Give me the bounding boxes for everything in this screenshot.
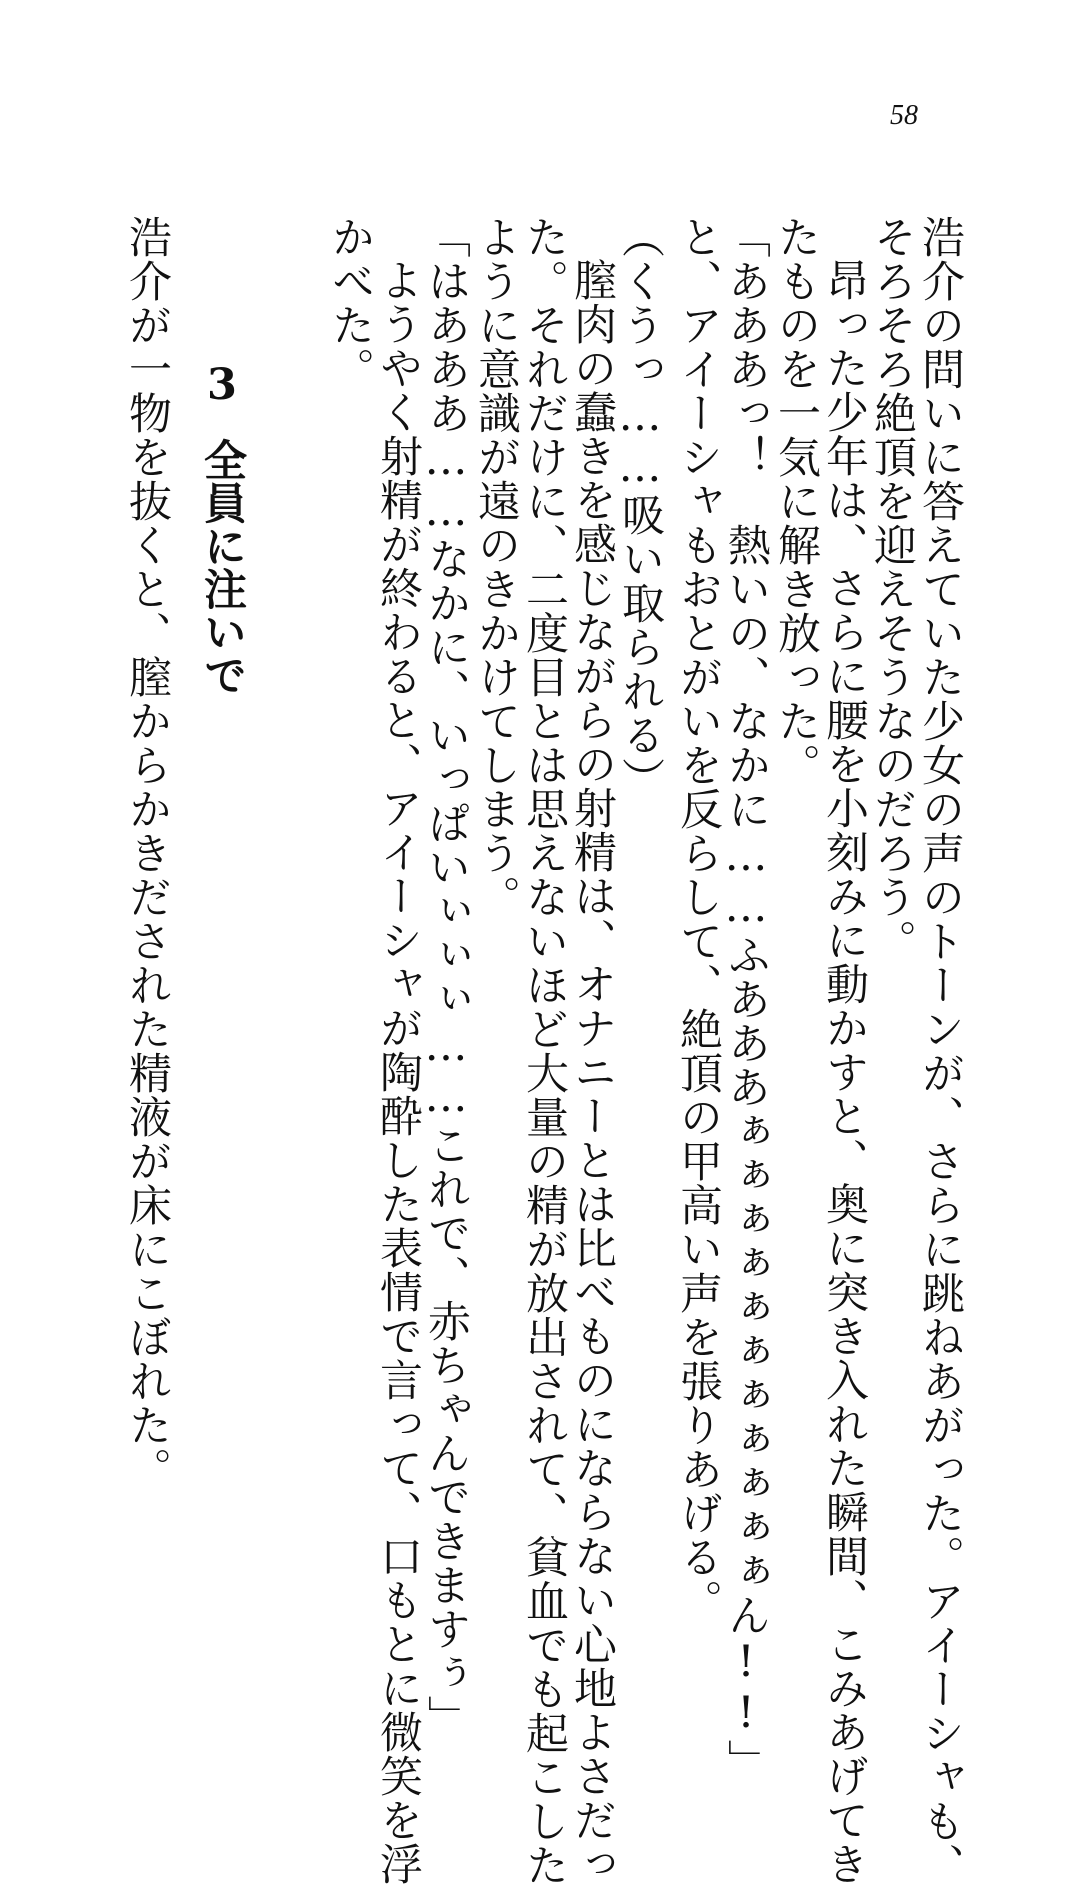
text-line: ように意識が遠のきかけてしまう。 [471,215,521,919]
section-title: 全員に注いで [197,438,247,696]
text-line: （くうっ……吸い取られる） [615,215,665,801]
section-heading [197,360,247,696]
text-line: 昂った少年は、さらに腰を小刻みに動かすと、奥に突き入れた瞬間、こみあげてき [819,258,869,1886]
text-line: ようやく射精が終わると、アイーシャが陶酔した表情で言って、口もとに微笑を浮 [373,258,423,1886]
page-number: 58 [890,100,918,131]
text-line: 浩介の問いに答えていた少女の声のトーンが、さらに跳ねあがった。アイーシャも、 [915,215,965,1887]
text-line: と、アイーシャもおとがいを反らして、絶頂の甲高い声を張りあげる。 [673,215,723,1623]
section-number: 3 [197,360,247,410]
text-line: かべた。 [325,215,375,391]
text-line: 膣肉の蠢きを感じながらの射精は、オナニーとは比べものにならない心地よさだっ [567,258,617,1886]
text-line: 浩介が一物を抜くと、膣からかきだされた精液が床にこぼれた。 [122,215,172,1491]
text-line: 「はあああ……なかに、いっぱいぃぃぃ……これで、赤ちゃんできますぅ」 [421,215,471,1739]
text-line: そろそろ絶頂を迎えそうなのだろう。 [867,215,917,963]
text-line: 「あああっ！ 熱いの、なかに……ふあああぁぁぁぁぁぁぁぁぁぁぁん!!」 [721,215,771,1783]
text-line: た。それだけに、二度目とは思えないほど大量の精が放出されて、貧血でも起こした [519,215,569,1887]
text-line: たものを一気に解き放った。 [771,215,821,787]
